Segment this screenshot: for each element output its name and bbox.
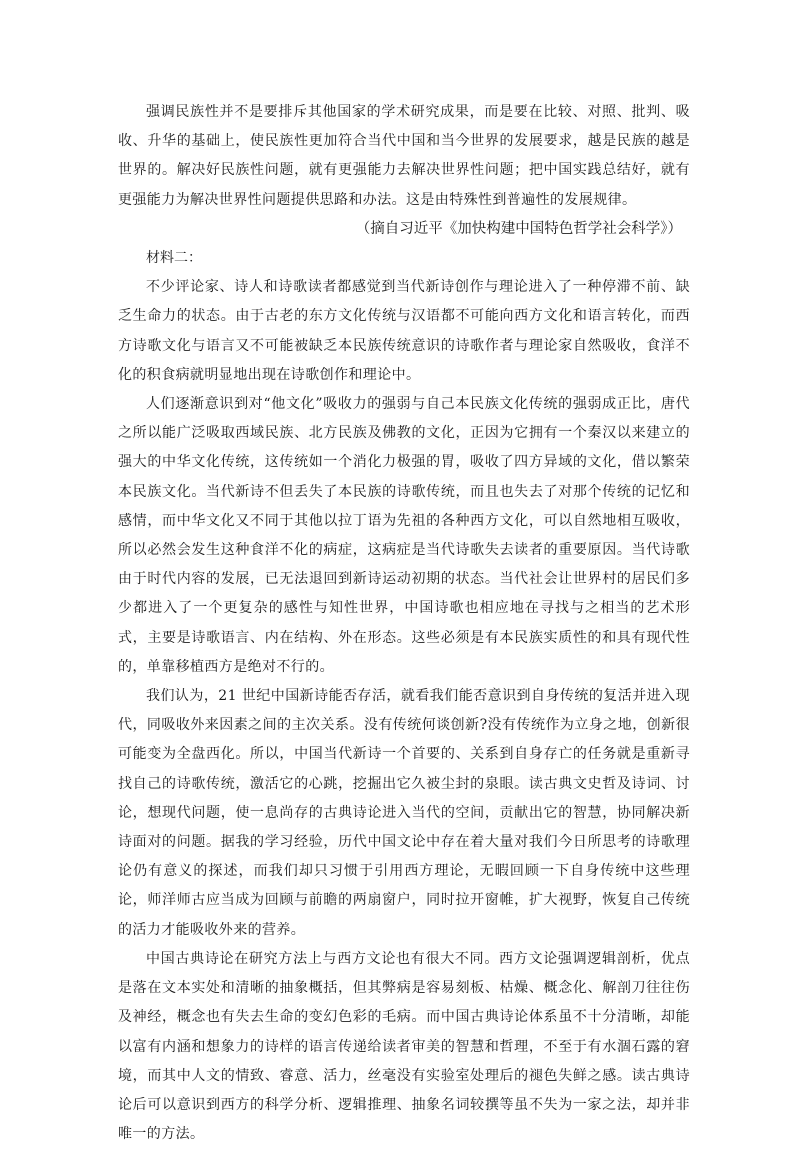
source-citation: （摘自习近平《加快构建中国特色哲学社会科学》） bbox=[355, 220, 682, 237]
document-page bbox=[118, 98, 690, 1149]
body-paragraph-3: 我们认为，21 世纪中国新诗能否存活，就看我们能否意识到自身传统的复活并进入现代，同吸收外来因素之间的主次关系。没有传统何谈创新?没有传统作为立身之地，创新很可能变为全盘西化。所以，中国当代新诗一个首要的、关系到自身存亡的任务就是重新寻找自己的诗歌传统，激活它的心跳，挖掘出它久被尘封的泉眼。读古典文史哲及诗词、讨论，想现代问题，使一息尚存的古典诗论进入当代的空间，贡献出它的智慧，协同解决新诗面对的问题。据我的学习经验，历代中国文论中存在着大量对我们今日所思考的诗歌理论仍有意义的探述，而我们却只习惯于引用西方理论，无暇回顾一下自身传统中这些理论，师洋师古应当成为回顾与前瞻的两扇窗户，同时拉开窗帷，扩大视野，恢复自己传统的活力才能吸收外来的营养。 bbox=[118, 688, 690, 938]
intro-paragraph: 强调民族性并不是要排斥其他国家的学术研究成果，而是要在比较、对照、批判、吸收、升华的基础上，使民族性更加符合当代中国和当今世界的发展要求，越是民族的越是世界的。解决好民族性问题，就有更强能力去解决世界性问题；把中国实践总结好，就有更强能力为解决世界性问题提供思路和办法。这是由特殊性到普遍性的发展规律。 bbox=[118, 104, 690, 208]
body-paragraph-1: 不少评论家、诗人和诗歌读者都感觉到当代新诗创作与理论进入了一种停滞不前、缺乏生命力的状态。由于古老的东方文化传统与汉语都不可能向西方文化和语言转化，而西方诗歌文化与语言又不可能被缺乏本民族传统意识的诗歌作者与理论家自然吸收，食洋不化的积食病就明显地出现在诗歌创作和理论中。 bbox=[118, 279, 690, 383]
material-label: 材料二： bbox=[146, 250, 202, 267]
body-paragraph-2: 人们逐渐意识到对“他文化”吸收力的强弱与自己本民族文化传统的强弱成正比，唐代之所以能广泛吸取西域民族、北方民族及佛教的文化，正因为它拥有一个秦汉以来建立的强大的中华文化传统，这传统如一个消化力极强的胃，吸收了四方异域的文化，借以繁荣本民族文化。当代新诗不但丢失了本民族的诗歌传统，而且也失去了对那个传统的记忆和感情，而中华文化又不同于其他以拉丁语为先祖的各种西方文化，可以自然地相互吸收，所以必然会发生这种食洋不化的病症，这病症是当代诗歌失去读者的重要原因。当代诗歌由于时代内容的发展，已无法退回到新诗运动初期的状态。当代社会让世界村的居民们多少都进入了一个更复杂的感性与知性世界，中国诗歌也相应地在寻找与之相当的艺术形式，主要是诗歌语言、内在结构、外在形态。这些必须是有本民族实质性的和具有现代性的，单靠移植西方是绝对不行的。 bbox=[118, 396, 690, 675]
body-paragraph-4: 中国古典诗论在研究方法上与西方文论也有很大不同。西方文论强调逻辑剖析，优点是落在文本实处和清晰的抽象概括，但其弊病是容易刻板、枯燥、概念化、解剖刀往往伤及神经，概念也有失去生命的变幻色彩的毛病。而中国古典诗论体系虽不十分清晰，却能以富有内涵和想象力的诗样的语言传递给读者审美的智慧和哲理，不至于有水涸石露的窘境，而其中人文的情致、睿意、活力，丝毫没有实验室处理后的褪色失鲜之感。读古典诗论后可以意识到西方的科学分析、逻辑推理、抽象名词较撰等虽不失为一家之法，却并非唯一的方法。 bbox=[118, 950, 690, 1143]
